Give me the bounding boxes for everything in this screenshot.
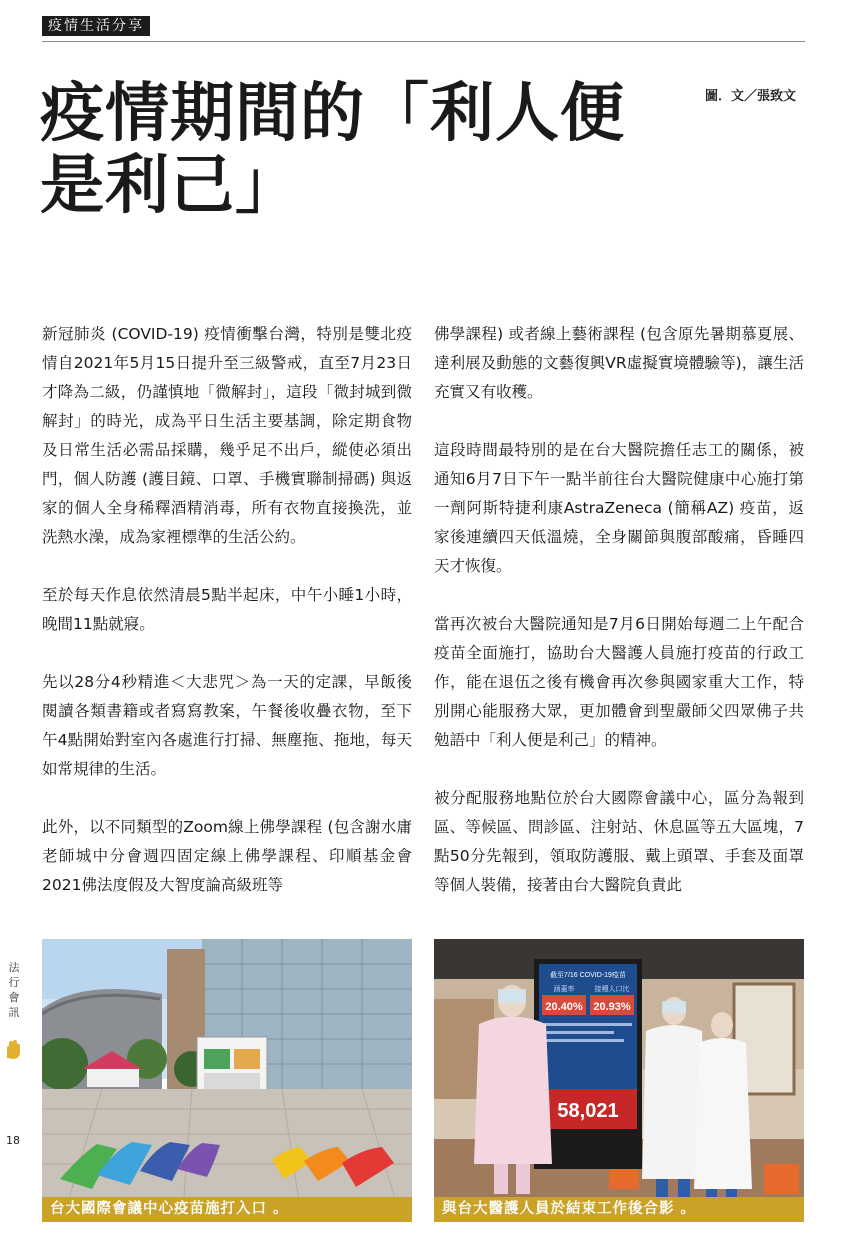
photo-vaccination-entrance — [42, 939, 412, 1222]
paragraph: 新冠肺炎 (COVID-19) 疫情衝擊台灣，特別是雙北疫情自2021年5月15日提升至三級警戒，直至7月23日才降為二級，仍謹慎地「微解封」，這段「微封城到微解封」的時光，成為平日生活主要基調，除定期食物及日常生活必需品採購，幾乎足不出戶，縱使必須出門，個人防護 (護目鏡、口罩、手機實聯制掃碼) 與返家的個人全身稀釋酒精消毒，所有衣物直接換洗，並洗熱水澡，成為家裡標準的生活公約。 — [42, 325, 412, 546]
left-column — [42, 320, 412, 929]
page-number: 18 — [6, 1134, 20, 1147]
article-title — [40, 78, 640, 222]
paragraph: 此外，以不同類型的Zoom線上佛學課程 (包含謝水庸老師城中分會週四固定線上佛學課程、印順基金會2021佛法度假及大智度論高級班等 — [42, 818, 412, 894]
section-tag: 疫情生活分享 — [42, 16, 150, 36]
screen-rate1-label: 涵蓋率 — [553, 986, 575, 993]
paragraph: 佛學課程) 或者線上藝術課程 (包含原先暑期慕夏展、達利展及動態的文藝復興VR虛擬實境體驗等)，讓生活充實又有收穫。 — [434, 325, 804, 401]
right-column — [434, 320, 804, 929]
hand-logo-icon — [4, 1040, 22, 1060]
paragraph: 這段時間最特別的是在台大醫院擔任志工的關係，被通知6月7日下午一點半前往台大醫院健康中心施打第一劑阿斯特捷利康AstraZeneca (簡稱AZ) 疫苗，返家後連續四天低溫燒，全身關節與腹部酸痛，昏睡四天才恢復。 — [434, 441, 804, 575]
screen-rate1: 20.40% — [545, 1001, 583, 1013]
photo-caption: 與台大醫護人員於結束工作後合影 。 — [434, 1197, 804, 1222]
photo-caption: 台大國際會議中心疫苗施打入口 。 — [42, 1197, 412, 1222]
screen-rate2-label: 接種人口比 — [594, 986, 630, 993]
title-line-2: 是利己」 — [40, 148, 300, 223]
paragraph: 被分配服務地點位於台大國際會議中心，區分為報到區、等候區、問診區、注射站、休息區等五大區塊，7點50分先報到，領取防護服、戴上頭罩、手套及面罩等個人裝備，接著由台大醫院負責此 — [434, 789, 804, 894]
staff-photo-image — [434, 939, 804, 1222]
photo-medical-staff — [434, 939, 804, 1222]
byline: 圖．文／張致文 — [705, 89, 797, 104]
paragraph: 先以28分4秒精進＜大悲咒＞為一天的定課，早飯後閱讀各類書籍或者寫寫教案，午餐後收疊衣物，至下午4點開始對室內各處進行打掃、無塵拖、拖地，每天如常規律的生活。 — [42, 673, 412, 778]
entrance-photo-image — [42, 939, 412, 1222]
title-line-1: 疫情期間的「利人便 — [40, 76, 625, 151]
screen-rate2: 20.93% — [593, 1001, 631, 1013]
header-rule — [42, 41, 805, 42]
publication-mark: 法 行 會 訊 — [8, 961, 20, 1019]
screen-count: 58,021 — [557, 1100, 619, 1122]
paragraph: 至於每天作息依然清晨5點半起床，中午小睡1小時，晚間11點就寢。 — [42, 586, 412, 633]
screen-heading: 截至7/16 COVID-19疫苗 — [550, 972, 626, 979]
paragraph: 當再次被台大醫院通知是7月6日開始每週二上午配合疫苗全面施打，協助台大醫護人員施打疫苗的行政工作，能在退伍之後有機會再次參與國家重大工作，特別開心能服務大眾，更加體會到聖嚴師父四眾佛子共勉語中「利人便是利己」的精神。 — [434, 615, 804, 749]
